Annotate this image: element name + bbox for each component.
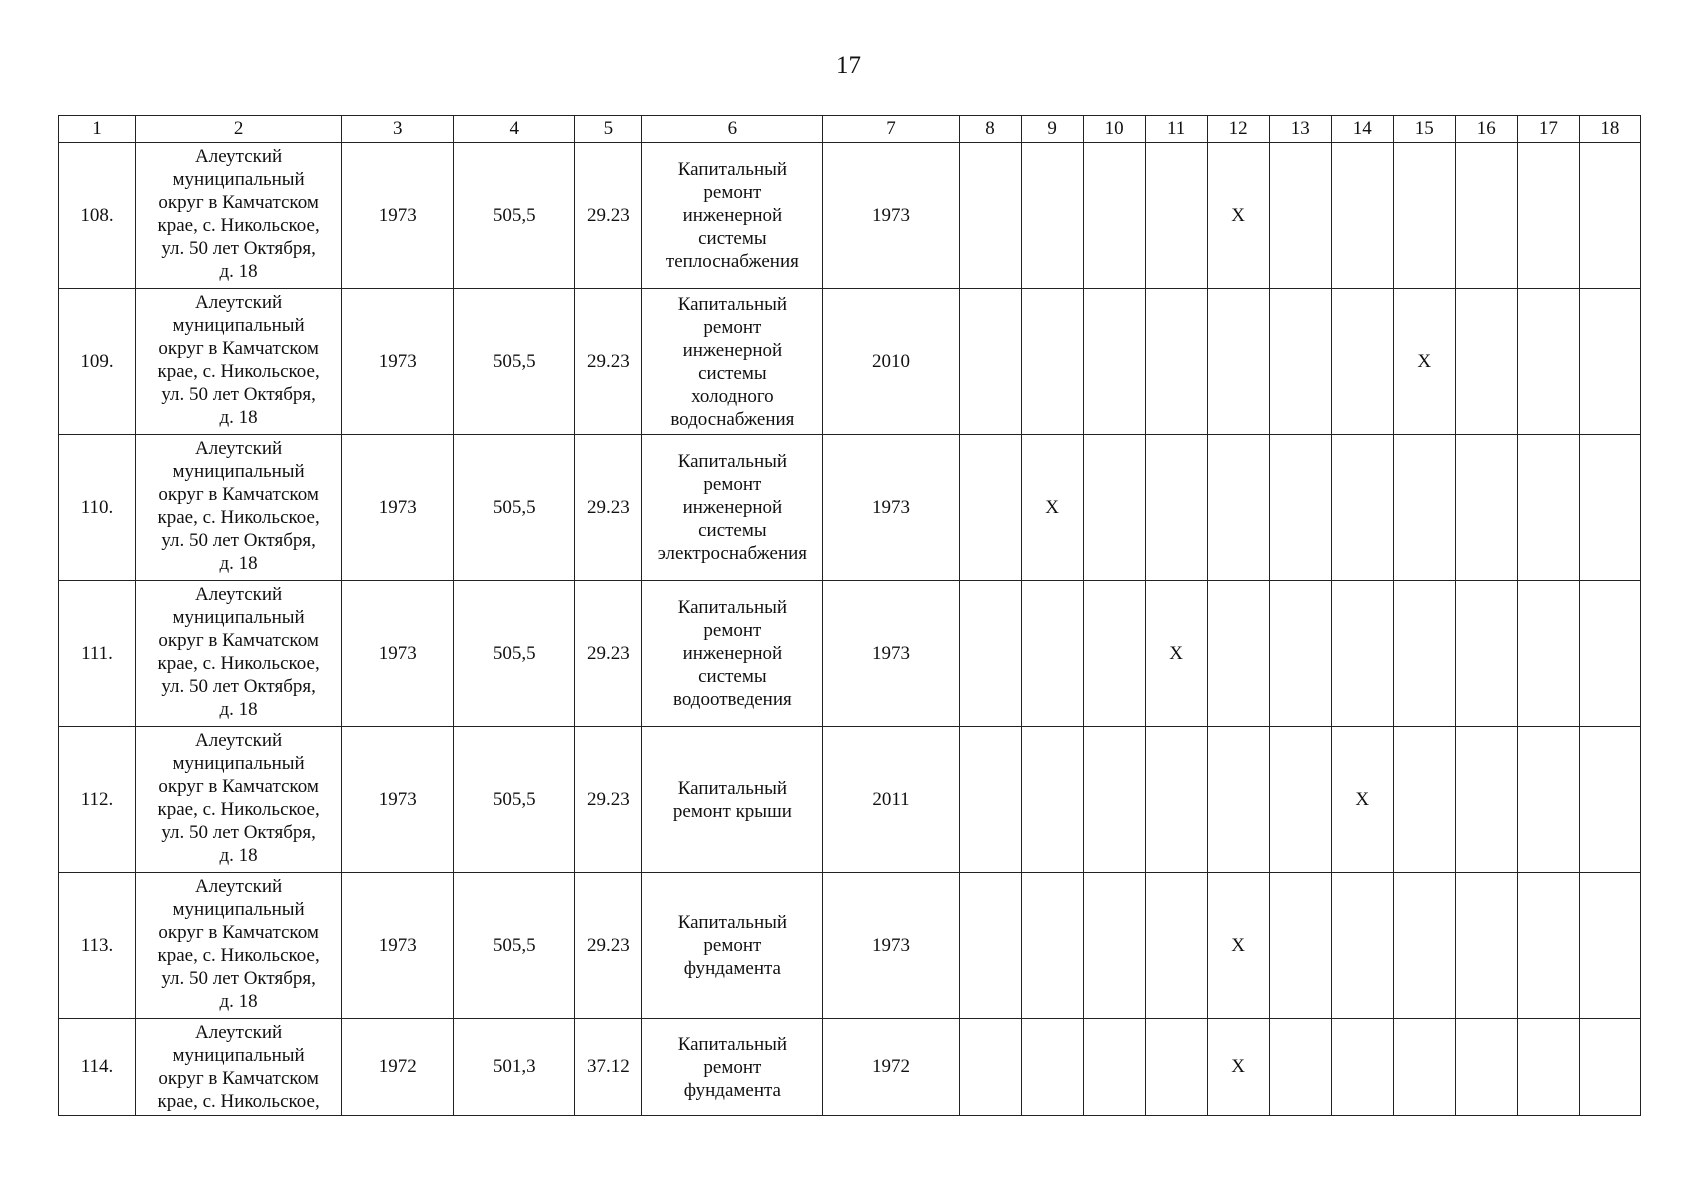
row-number-cell: 110. [59, 435, 136, 581]
cell-line: крае, с. Никольское, [157, 361, 320, 382]
cell-line: ремонт [703, 1056, 762, 1078]
cell-line: крае, с. Никольское, [157, 507, 320, 528]
last-repair-year-cell: 1973 [823, 581, 959, 727]
column-header: 11 [1145, 116, 1207, 143]
period-cell-17 [1517, 581, 1579, 727]
cell-line: ул. 50 лет Октября, [161, 968, 316, 989]
area-cell: 505,5 [454, 727, 575, 873]
column-header: 6 [642, 116, 823, 143]
year-built-cell: 1973 [342, 435, 454, 581]
period-cell-9 [1021, 289, 1083, 435]
cell-line: системы [698, 228, 767, 249]
table-row [59, 143, 1641, 289]
column-header: 9 [1021, 116, 1083, 143]
column-header: 2 [136, 116, 342, 143]
column-header: 15 [1393, 116, 1455, 143]
table-row [59, 581, 1641, 727]
cell-line: муниципальный [172, 169, 305, 190]
table-row [59, 873, 1641, 1019]
period-mark: Х [1331, 727, 1393, 873]
cell-line: муниципальный [172, 753, 305, 774]
cell-line: ул. 50 лет Октября, [161, 238, 316, 259]
period-cell-16 [1455, 1019, 1517, 1116]
cell-line: системы [698, 362, 767, 384]
cell-line: ремонт [703, 935, 762, 956]
cell-line: холодного [691, 385, 774, 407]
cell-line: муниципальный [172, 607, 305, 628]
last-repair-year-cell: 1972 [823, 1019, 959, 1116]
wear-cell: 29.23 [575, 435, 642, 581]
last-repair-year-cell: 1973 [823, 435, 959, 581]
period-cell-9 [1021, 727, 1083, 873]
period-cell-17 [1517, 435, 1579, 581]
column-header: 14 [1331, 116, 1393, 143]
year-built-cell: 1973 [342, 727, 454, 873]
period-cell-8 [959, 873, 1021, 1019]
period-cell-18 [1579, 873, 1640, 1019]
year-built-cell: 1973 [342, 143, 454, 289]
cell-line: муниципальный [172, 899, 305, 920]
cell-line: д. 18 [219, 261, 258, 282]
cell-line: муниципальный [172, 315, 305, 336]
period-cell-8 [959, 727, 1021, 873]
row-number-cell: 108. [59, 143, 136, 289]
year-built-cell: 1972 [342, 1019, 454, 1116]
period-mark: Х [1207, 873, 1269, 1019]
period-cell-18 [1579, 581, 1640, 727]
cell-line: ремонт [703, 316, 762, 338]
column-header: 4 [454, 116, 575, 143]
period-cell-11 [1145, 727, 1207, 873]
area-cell: 505,5 [454, 289, 575, 435]
period-cell-16 [1455, 873, 1517, 1019]
cell-line: ул. 50 лет Октября, [161, 384, 316, 405]
period-cell-15 [1393, 1019, 1455, 1116]
period-cell-11 [1145, 1019, 1207, 1116]
period-cell-14 [1331, 1019, 1393, 1116]
address-cell [136, 435, 342, 581]
period-cell-10 [1083, 289, 1145, 435]
cell-line: Алеутский [195, 730, 283, 751]
column-header: 17 [1517, 116, 1579, 143]
cell-line: крае, с. Никольское, [157, 1091, 320, 1112]
cell-line: д. 18 [219, 553, 258, 574]
address-cell [136, 289, 342, 435]
cell-line: инженерной [682, 205, 783, 226]
cell-line: Алеутский [195, 292, 283, 313]
period-cell-14 [1331, 581, 1393, 727]
wear-cell: 29.23 [575, 727, 642, 873]
year-built-cell: 1973 [342, 581, 454, 727]
period-cell-8 [959, 581, 1021, 727]
repair-schedule-table [58, 115, 1641, 1116]
period-mark: Х [1393, 289, 1455, 435]
period-cell-16 [1455, 143, 1517, 289]
page-number: 17 [836, 52, 861, 79]
period-cell-12 [1207, 435, 1269, 581]
period-cell-13 [1269, 873, 1331, 1019]
period-cell-17 [1517, 1019, 1579, 1116]
period-cell-14 [1331, 143, 1393, 289]
cell-line: ремонт крыши [672, 800, 792, 822]
cell-line: ремонт [703, 474, 762, 495]
period-cell-8 [959, 289, 1021, 435]
period-cell-13 [1269, 581, 1331, 727]
work-type-cell [642, 143, 823, 289]
table-row [59, 289, 1641, 435]
period-cell-9 [1021, 581, 1083, 727]
address-cell [136, 873, 342, 1019]
cell-line: инженерной [682, 643, 783, 664]
row-number-cell: 113. [59, 873, 136, 1019]
table-row [59, 1019, 1641, 1116]
year-built-cell: 1973 [342, 289, 454, 435]
period-cell-17 [1517, 143, 1579, 289]
period-cell-15 [1393, 143, 1455, 289]
period-cell-15 [1393, 435, 1455, 581]
wear-cell: 29.23 [575, 143, 642, 289]
cell-line: муниципальный [172, 461, 305, 482]
cell-line: ул. 50 лет Октября, [161, 530, 316, 551]
work-type-cell [642, 727, 823, 873]
cell-line: Алеутский [195, 876, 283, 897]
cell-line: системы [698, 666, 767, 687]
wear-cell: 37.12 [575, 1019, 642, 1116]
table-row [59, 435, 1641, 581]
column-header: 3 [342, 116, 454, 143]
column-header: 10 [1083, 116, 1145, 143]
period-mark: Х [1207, 1019, 1269, 1116]
address-cell [136, 581, 342, 727]
cell-line: ремонт [703, 620, 762, 641]
column-number-row [59, 116, 1641, 143]
period-cell-9 [1021, 143, 1083, 289]
period-cell-8 [959, 1019, 1021, 1116]
address-cell [136, 727, 342, 873]
period-mark: Х [1021, 435, 1083, 581]
cell-line: Капитальный [677, 451, 788, 472]
cell-line: системы [698, 520, 767, 541]
period-cell-9 [1021, 873, 1083, 1019]
area-cell: 505,5 [454, 873, 575, 1019]
cell-line: округ в Камчатском [158, 1068, 319, 1089]
cell-line: инженерной [682, 339, 783, 361]
column-header: 8 [959, 116, 1021, 143]
address-cell [136, 1019, 342, 1116]
area-cell: 505,5 [454, 143, 575, 289]
cell-line: округ в Камчатском [158, 922, 319, 943]
cell-line: Капитальный [677, 597, 788, 618]
cell-line: Капитальный [677, 912, 788, 933]
cell-line: Алеутский [195, 584, 283, 605]
row-number-cell: 111. [59, 581, 136, 727]
period-cell-17 [1517, 727, 1579, 873]
period-cell-13 [1269, 143, 1331, 289]
cell-line: округ в Камчатском [158, 776, 319, 797]
period-cell-13 [1269, 435, 1331, 581]
period-mark: Х [1207, 143, 1269, 289]
cell-line: Капитальный [677, 777, 788, 799]
period-cell-8 [959, 143, 1021, 289]
period-cell-12 [1207, 581, 1269, 727]
cell-line: ул. 50 лет Октября, [161, 822, 316, 843]
cell-line: д. 18 [219, 407, 258, 428]
period-cell-9 [1021, 1019, 1083, 1116]
column-header: 18 [1579, 116, 1640, 143]
row-number-cell: 112. [59, 727, 136, 873]
period-cell-16 [1455, 435, 1517, 581]
cell-line: Капитальный [677, 1033, 788, 1055]
period-cell-10 [1083, 873, 1145, 1019]
last-repair-year-cell: 1973 [823, 143, 959, 289]
period-cell-14 [1331, 435, 1393, 581]
row-number-cell: 109. [59, 289, 136, 435]
cell-line: Алеутский [195, 146, 283, 167]
cell-line: фундамента [683, 1079, 781, 1101]
period-cell-8 [959, 435, 1021, 581]
column-header: 16 [1455, 116, 1517, 143]
period-cell-18 [1579, 435, 1640, 581]
period-cell-13 [1269, 1019, 1331, 1116]
period-cell-10 [1083, 1019, 1145, 1116]
row-number-cell: 114. [59, 1019, 136, 1116]
cell-line: Алеутский [195, 438, 283, 459]
area-cell: 505,5 [454, 435, 575, 581]
cell-line: крае, с. Никольское, [157, 945, 320, 966]
cell-line: фундамента [683, 958, 781, 979]
period-cell-11 [1145, 873, 1207, 1019]
cell-line: крае, с. Никольское, [157, 653, 320, 674]
cell-line: д. 18 [219, 699, 258, 720]
period-cell-12 [1207, 289, 1269, 435]
wear-cell: 29.23 [575, 873, 642, 1019]
wear-cell: 29.23 [575, 581, 642, 727]
cell-line: Алеутский [195, 1022, 283, 1043]
cell-line: д. 18 [219, 845, 258, 866]
period-cell-18 [1579, 727, 1640, 873]
cell-line: Капитальный [677, 159, 788, 180]
period-mark: Х [1145, 581, 1207, 727]
work-type-cell [642, 1019, 823, 1116]
work-type-cell [642, 435, 823, 581]
work-type-cell [642, 873, 823, 1019]
cell-line: теплоснабжения [665, 251, 799, 272]
cell-line: ул. 50 лет Октября, [161, 676, 316, 697]
table-body [59, 143, 1641, 1116]
column-header: 1 [59, 116, 136, 143]
period-cell-17 [1517, 289, 1579, 435]
column-header: 5 [575, 116, 642, 143]
wear-cell: 29.23 [575, 289, 642, 435]
cell-line: д. 18 [219, 991, 258, 1012]
last-repair-year-cell: 2010 [823, 289, 959, 435]
period-cell-11 [1145, 143, 1207, 289]
address-cell [136, 143, 342, 289]
period-cell-15 [1393, 873, 1455, 1019]
work-type-cell [642, 289, 823, 435]
column-header: 12 [1207, 116, 1269, 143]
cell-line: Капитальный [677, 293, 788, 315]
period-cell-10 [1083, 435, 1145, 581]
column-header: 13 [1269, 116, 1331, 143]
cell-line: электроснабжения [657, 543, 808, 564]
table-row [59, 727, 1641, 873]
period-cell-13 [1269, 727, 1331, 873]
cell-line: водоснабжения [670, 408, 795, 430]
cell-line: крае, с. Никольское, [157, 215, 320, 236]
period-cell-15 [1393, 727, 1455, 873]
cell-line: округ в Камчатском [158, 192, 319, 213]
cell-line: крае, с. Никольское, [157, 799, 320, 820]
period-cell-10 [1083, 143, 1145, 289]
period-cell-11 [1145, 435, 1207, 581]
period-cell-10 [1083, 727, 1145, 873]
area-cell: 505,5 [454, 581, 575, 727]
cell-line: округ в Камчатском [158, 484, 319, 505]
cell-line: водоотведения [673, 689, 792, 710]
cell-line: ремонт [703, 182, 762, 203]
period-cell-16 [1455, 289, 1517, 435]
period-cell-16 [1455, 581, 1517, 727]
cell-line: округ в Камчатском [158, 338, 319, 359]
period-cell-14 [1331, 289, 1393, 435]
work-type-cell [642, 581, 823, 727]
area-cell: 501,3 [454, 1019, 575, 1116]
period-cell-14 [1331, 873, 1393, 1019]
period-cell-17 [1517, 873, 1579, 1019]
period-cell-18 [1579, 289, 1640, 435]
period-cell-11 [1145, 289, 1207, 435]
period-cell-18 [1579, 1019, 1640, 1116]
column-header: 7 [823, 116, 959, 143]
cell-line: округ в Камчатском [158, 630, 319, 651]
cell-line: муниципальный [172, 1045, 305, 1066]
cell-line: инженерной [682, 497, 783, 518]
period-cell-10 [1083, 581, 1145, 727]
period-cell-13 [1269, 289, 1331, 435]
period-cell-12 [1207, 727, 1269, 873]
last-repair-year-cell: 1973 [823, 873, 959, 1019]
last-repair-year-cell: 2011 [823, 727, 959, 873]
period-cell-15 [1393, 581, 1455, 727]
period-cell-16 [1455, 727, 1517, 873]
year-built-cell: 1973 [342, 873, 454, 1019]
period-cell-18 [1579, 143, 1640, 289]
